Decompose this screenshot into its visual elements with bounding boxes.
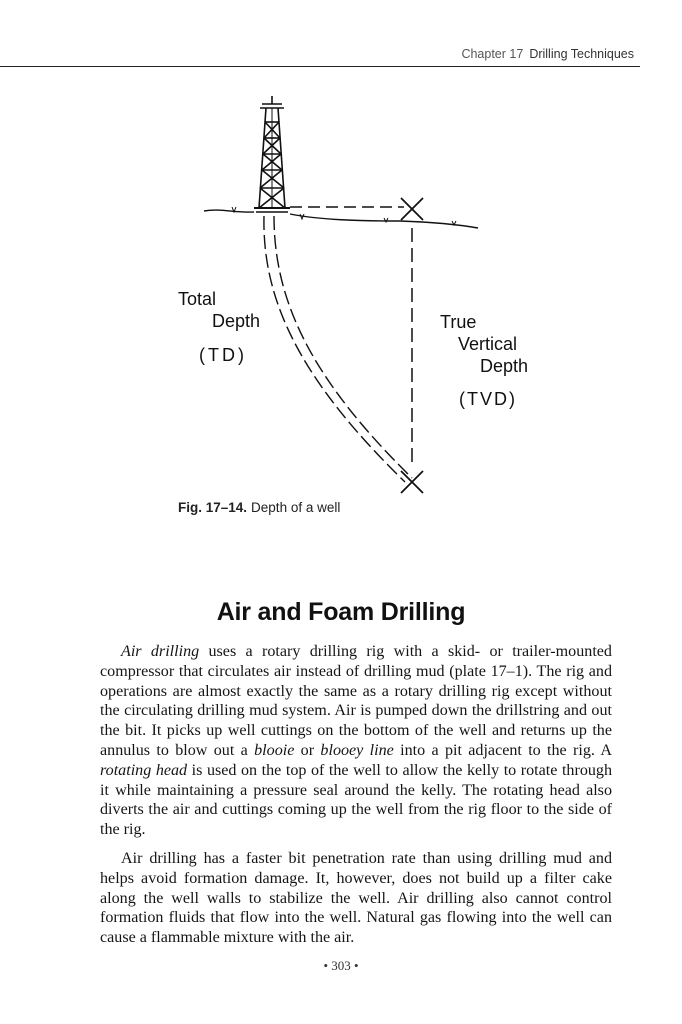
- label-depth-tvd: Depth: [480, 356, 529, 376]
- figure-caption-number: Fig. 17–14.: [178, 500, 248, 515]
- derrick-icon: [254, 96, 290, 212]
- label-td: (TD): [199, 345, 247, 365]
- label-tvd: (TVD): [459, 389, 517, 409]
- label-vertical: Vertical: [458, 334, 518, 354]
- paragraph-2: [100, 849, 612, 948]
- term-blooie: blooie: [254, 741, 295, 759]
- ground-surface-line: [204, 210, 478, 228]
- paragraph-2-text: Air drilling has a faster bit penetration rate than using drilling mud and helps avoid formation damage. It, however, does not build up a filter cake along the well walls to stabilize the well. Air drilling also cannot control formation fluids that flow into the well. Natural gas flowing into the well can cause a flammable mixture with the air.: [100, 850, 612, 947]
- paragraph-1-text-d: is used on the top of the well to allow the kelly to rotate through it while maintaining a pressure seal around the kelly. The rotating head also diverts the air and cuttings coming up the well from the rig floor to the side of the rig.: [100, 761, 613, 839]
- page-number: • 303 •: [323, 958, 359, 973]
- surface-location-x-icon: [401, 198, 423, 220]
- label-total: Total: [178, 289, 217, 309]
- term-blooey-line: blooey line: [320, 741, 394, 759]
- section-heading: Air and Foam Drilling: [216, 598, 466, 626]
- borehole-left-wall: [264, 216, 405, 482]
- term-air-drilling: Air drilling: [121, 643, 200, 660]
- figure-caption-text: Depth of a well: [251, 500, 341, 515]
- term-rotating-head: rotating head: [100, 761, 188, 779]
- running-head-title: Drilling Techniques: [529, 47, 634, 61]
- borehole-right-wall: [274, 216, 412, 478]
- paragraph-1: [100, 642, 612, 840]
- label-true: True: [440, 312, 477, 332]
- label-depth: Depth: [212, 311, 261, 331]
- paragraph-1-text-b: or: [294, 741, 321, 759]
- running-head-chapter: Chapter 17: [461, 47, 524, 61]
- figure-caption: [178, 500, 340, 515]
- paragraph-1-text-c: into a pit adjacent to the rig. A: [393, 741, 612, 759]
- paragraph-1-text-a: uses a rotary drilling rig with a skid- or trailer-mounted compressor that circulates air instead of drilling mud (plate 17–1). The rig and operations are almost exactly the same as a rotary drilling rig except without the circulating drilling mud system. Air is pumped down the drillstring and out the bit. It picks up well cuttings on the bottom of the well and returns up the annulus to blow out a: [100, 643, 612, 759]
